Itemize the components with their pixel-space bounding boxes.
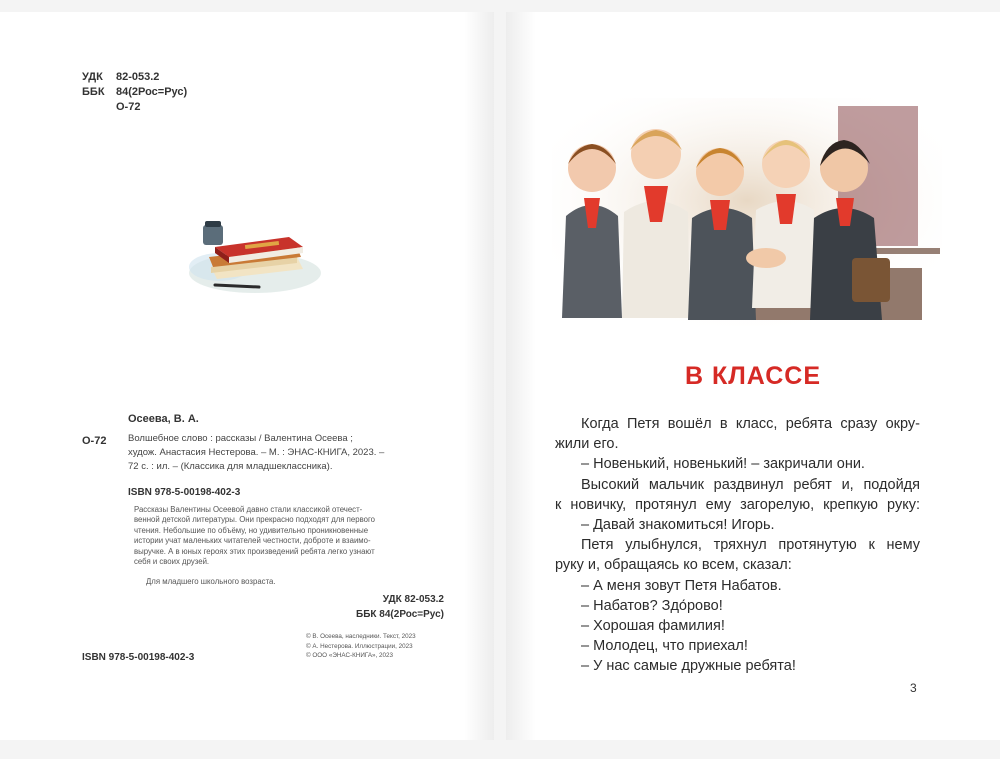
annotation-line: венной детской литературы. Они прекрасно подходят для первого bbox=[134, 515, 375, 525]
bib-line: 72 с. : ил. – (Классика для младшеклассника). bbox=[128, 461, 333, 472]
classroom-illustration bbox=[552, 98, 942, 326]
annotation-line: Рассказы Валентины Осеевой давно стали классикой отечест- bbox=[134, 505, 363, 514]
story-line: – Набатов? Здо́рово! bbox=[581, 597, 723, 614]
annotation-line: чтения. Небольшие по объёму, но удивительно проникновенные bbox=[134, 525, 369, 535]
catalog-row: УДК 82-053.2 bbox=[82, 71, 160, 83]
bib-line: Волшебное слово : рассказы / Валентина Осеева ; bbox=[128, 433, 353, 444]
chapter-title: В КЛАССЕ bbox=[684, 362, 821, 390]
annotation-line: выручке. А в юных героях этих произведений ребята легко узнают bbox=[134, 546, 375, 556]
catalog-code: О-72 bbox=[82, 435, 107, 447]
age-note: Для младшего школьного возраста. bbox=[146, 577, 276, 586]
story-line: Высокий мальчик раздвинул ребят и, подойдя bbox=[581, 476, 920, 493]
catalog-block-top bbox=[82, 70, 187, 115]
catalog-row: ББК 84(2Рос=Рус) bbox=[82, 86, 188, 98]
isbn-bottom: ISBN 978-5-00198-402-3 bbox=[82, 652, 195, 663]
page-number: 3 bbox=[910, 681, 917, 695]
bibliographic-description bbox=[128, 432, 440, 474]
story-line: – У нас самые дружные ребята! bbox=[581, 658, 796, 675]
isbn-line: ISBN 978-5-00198-402-3 bbox=[128, 487, 241, 498]
story-line: жили его. bbox=[555, 436, 619, 453]
bbk-bottom: ББК 84(2Рос=Рус) bbox=[356, 609, 444, 620]
copyright-line: © В. Осеева, наследники. Текст, 2023 bbox=[306, 633, 416, 640]
story-line: – А меня зовут Петя Набатов. bbox=[581, 577, 782, 594]
books-illustration bbox=[185, 207, 325, 299]
catalog-row: О-72 bbox=[116, 101, 141, 113]
gutter-shadow bbox=[464, 12, 494, 740]
story-line: – Хорошая фамилия! bbox=[581, 618, 725, 635]
right-page bbox=[506, 12, 1000, 740]
catalog-block-bottom bbox=[328, 592, 444, 622]
story-line: – Новенький, новенький! – закричали они. bbox=[581, 456, 865, 473]
copyright-line: © ООО «ЭНАС-КНИГА», 2023 bbox=[306, 652, 394, 659]
copyright-block bbox=[306, 632, 416, 661]
copyright-line: © А. Нестерова. Иллюстрации, 2023 bbox=[306, 642, 413, 650]
udk-bottom: УДК 82-053.2 bbox=[382, 594, 444, 605]
story-text bbox=[555, 414, 920, 677]
story-line: – Молодец, что приехал! bbox=[581, 638, 748, 655]
story-line: Когда Петя вошёл в класс, ребята сразу окру- bbox=[581, 416, 920, 432]
annotation bbox=[134, 505, 442, 567]
left-page bbox=[0, 12, 494, 740]
bib-line: худож. Анастасия Нестерова. – М. : ЭНАС-КНИГА, 2023. – bbox=[128, 447, 385, 458]
story-line: руку и, обращаясь ко всем, сказал: bbox=[555, 557, 792, 574]
annotation-line: истории учат маленьких читателей честности, доброте и взаимо- bbox=[134, 536, 371, 546]
annotation-line: себя и своих друзей. bbox=[134, 557, 210, 567]
author-heading: Осеева, В. А. bbox=[128, 413, 199, 425]
story-line: к новичку, протянул ему загорелую, крепкую руку: bbox=[555, 496, 920, 513]
story-line: Петя улыбнулся, тряхнул протянутую к нему bbox=[581, 537, 920, 554]
story-line: – Давай знакомиться! Игорь. bbox=[581, 517, 775, 534]
